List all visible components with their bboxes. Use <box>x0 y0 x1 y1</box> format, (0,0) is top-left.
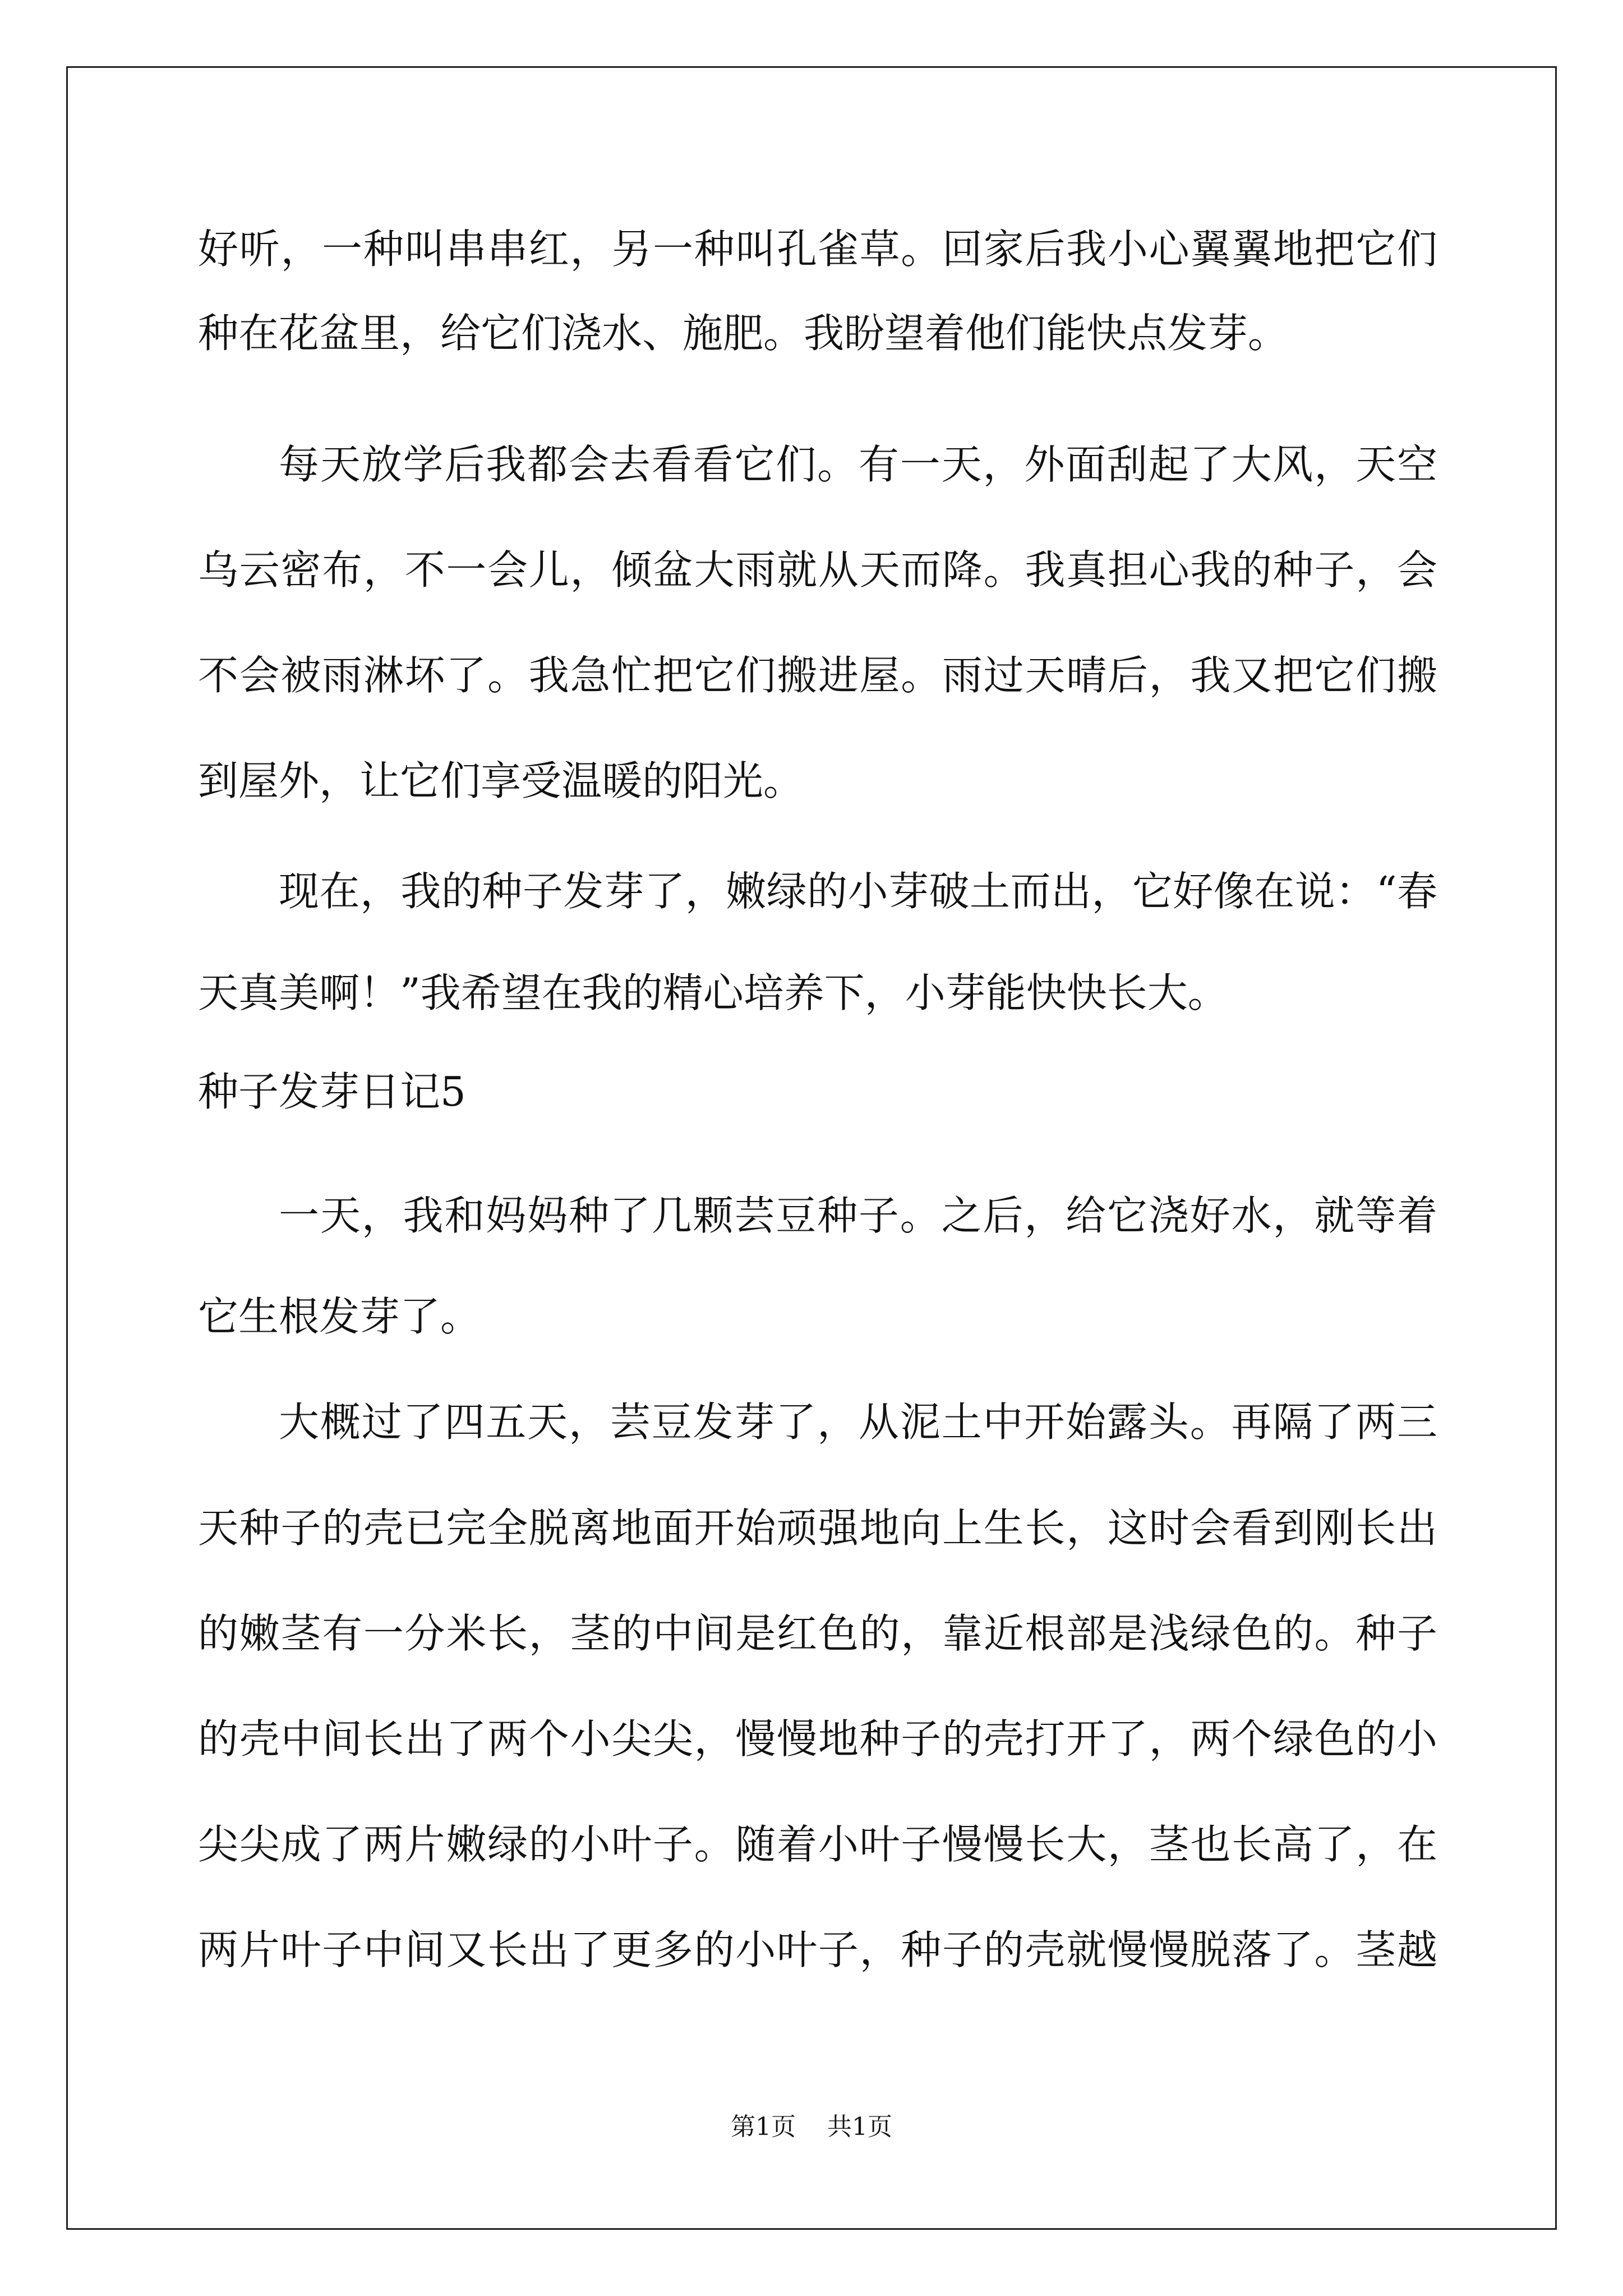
paragraph-first-line: 每天放学后我都会去看看它们。有一天，外面刮起了大风，天空 <box>279 441 1437 488</box>
body-line: 不会被雨淋坏了。我急忙把它们搬进屋。雨过天晴后，我又把它们搬 <box>198 652 1437 699</box>
paragraph-first-line: 现在，我的种子发芽了，嫩绿的小芽破土而出，它好像在说：“春 <box>279 868 1437 915</box>
body-line: 好听，一种叫串串红，另一种叫孔雀草。回家后我小心翼翼地把它们 <box>198 226 1437 273</box>
paragraph-first-line: 大概过了四五天，芸豆发芽了，从泥土中开始露头。再隔了两三 <box>279 1398 1437 1446</box>
body-line: 尖尖成了两片嫩绿的小叶子。随着小叶子慢慢长大，茎也长高了，在 <box>198 1821 1437 1868</box>
section-heading: 种子发芽日记5 <box>198 1068 466 1115</box>
body-line: 的嫩茎有一分米长，茎的中间是红色的，靠近根部是浅绿色的。种子 <box>198 1610 1437 1657</box>
body-line: 天种子的壳已完全脱离地面开始顽强地向上生长，这时会看到刚长出 <box>198 1504 1437 1552</box>
body-line: 乌云密布，不一会儿，倾盆大雨就从天而降。我真担心我的种子，会 <box>198 546 1437 593</box>
body-line: 两片叶子中间又长出了更多的小叶子，种子的壳就慢慢脱落了。茎越 <box>198 1926 1437 1973</box>
body-line: 的壳中间长出了两个小尖尖，慢慢地种子的壳打开了，两个绿色的小 <box>198 1715 1437 1763</box>
body-line: 天真美啊！”我希望在我的精心培养下，小芽能快快长大。 <box>198 969 1228 1016</box>
page-number-footer: 第1页 共1页 <box>731 2113 892 2141</box>
body-line: 它生根发芽了。 <box>198 1293 481 1340</box>
body-line: 种在花盆里，给它们浇水、施肥。我盼望着他们能快点发芽。 <box>198 310 1289 357</box>
body-line: 到屋外，让它们享受温暖的阳光。 <box>198 757 804 804</box>
page-border <box>66 66 1557 2230</box>
paragraph-first-line: 一天，我和妈妈种了几颗芸豆种子。之后，给它浇好水，就等着 <box>279 1192 1437 1239</box>
